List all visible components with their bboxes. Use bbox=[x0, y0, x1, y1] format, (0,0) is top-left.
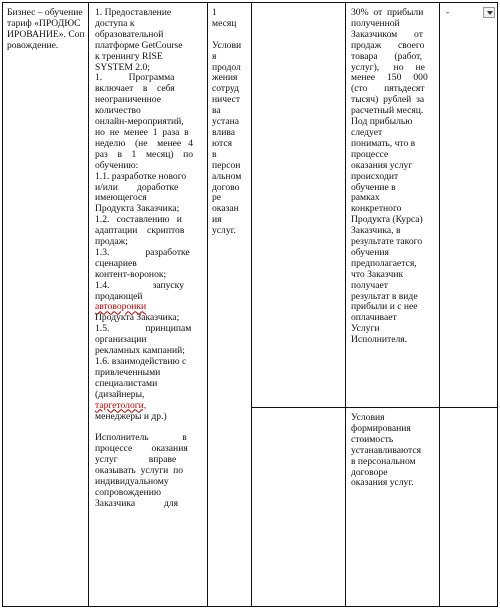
service-price-cell bbox=[351, 8, 435, 346]
description-line: адаптации скриптов bbox=[95, 225, 185, 237]
price-line: процессе bbox=[351, 148, 389, 160]
term-line: догово bbox=[212, 181, 240, 193]
table-border-bottom bbox=[2, 606, 498, 607]
price-line: полученной bbox=[351, 17, 400, 29]
row-divider bbox=[251, 407, 498, 408]
description-line: 1.2. составлению и bbox=[95, 214, 182, 226]
description-line: контент-воронок; bbox=[95, 268, 167, 280]
term-line: сотруд bbox=[212, 83, 239, 95]
price-line: обучение в bbox=[351, 181, 396, 193]
description-line: услуг вправе bbox=[95, 454, 177, 466]
price-line: менее 150 000 bbox=[351, 72, 428, 84]
price-line: оказания услуг bbox=[351, 159, 413, 171]
term-line: ия bbox=[212, 214, 222, 226]
price-line: рамках bbox=[351, 192, 380, 204]
description-line: автоворонки bbox=[95, 301, 147, 313]
description-line: таргетологи, bbox=[95, 399, 147, 411]
description-line: к тренингу RISE bbox=[95, 50, 163, 62]
price-conditions-line: формирования bbox=[351, 422, 411, 434]
price-line: конкретного bbox=[351, 203, 402, 215]
term-line: в bbox=[212, 148, 217, 160]
description-line: привлеченными bbox=[95, 366, 161, 378]
price-line: Заказчиком от bbox=[351, 28, 423, 40]
description-line: рекламных кампаний; bbox=[95, 345, 185, 357]
description-line: организации bbox=[95, 334, 147, 346]
term-line: месяц bbox=[212, 17, 237, 29]
description-line: Продукта Заказчика; bbox=[95, 203, 180, 215]
term-line: влива bbox=[212, 126, 235, 138]
table-border-left bbox=[2, 2, 3, 607]
price-line: обучения bbox=[351, 246, 389, 258]
description-line: продаж; bbox=[95, 236, 128, 248]
price-line: понимать, что в bbox=[351, 137, 416, 149]
service-description-cell bbox=[95, 8, 203, 510]
term-line: услуг. bbox=[212, 225, 236, 237]
price-line: Исполнителя. bbox=[351, 334, 408, 346]
table-border-right bbox=[497, 2, 498, 607]
column-divider-1 bbox=[88, 2, 89, 607]
price-line: прибыли и с нее bbox=[351, 301, 418, 313]
price-line: тысяч) рублей за bbox=[351, 94, 425, 106]
description-line: продающей bbox=[95, 290, 143, 302]
price-line: получает bbox=[351, 279, 388, 291]
price-line: следует bbox=[351, 126, 383, 138]
description-line: платформе GetCourse bbox=[95, 39, 183, 51]
notes-text: - bbox=[446, 7, 450, 18]
column-divider-2 bbox=[207, 2, 208, 607]
notes-cell bbox=[446, 8, 476, 19]
price-line: предполагается, bbox=[351, 257, 417, 269]
price-line: Услуги bbox=[351, 323, 380, 335]
term-line: ва bbox=[212, 105, 221, 117]
description-line: обучению: bbox=[95, 159, 139, 171]
column-divider-4 bbox=[345, 2, 346, 607]
term-line: ре bbox=[212, 192, 222, 204]
price-line: результате такого bbox=[351, 236, 423, 248]
price-line: Под прибылью bbox=[351, 116, 413, 128]
term-line: Услови bbox=[212, 39, 242, 51]
term-line: оказан bbox=[212, 203, 239, 215]
service-name-cell bbox=[7, 8, 85, 52]
term-line: ются bbox=[212, 137, 233, 149]
price-line: Заказчика, в bbox=[351, 225, 401, 237]
table-border-top bbox=[2, 2, 498, 3]
description-line: онлайн-мероприятий, bbox=[95, 116, 184, 128]
description-line: Продукта Заказчика; bbox=[95, 312, 180, 324]
description-line: оказывать услуги по bbox=[95, 465, 184, 477]
price-line: 30% от прибыли bbox=[351, 7, 424, 18]
description-line: индивидуальному bbox=[95, 475, 169, 487]
price-line: результат в виде bbox=[351, 290, 418, 302]
price-line: расчетный месяц. bbox=[351, 105, 424, 117]
description-line: имеющегося bbox=[95, 192, 147, 204]
price-conditions-line: в персональном bbox=[351, 455, 416, 467]
description-line: сопровождению bbox=[95, 486, 162, 498]
price-line: Продукта (Курса) bbox=[351, 214, 423, 226]
term-line: устана bbox=[212, 116, 240, 128]
price-conditions-line: договоре bbox=[351, 466, 388, 478]
description-line: но не менее 1 раза в bbox=[95, 126, 189, 138]
column-divider-3 bbox=[251, 2, 252, 607]
description-line: 1. Программа bbox=[95, 72, 175, 84]
description-line: доступа к bbox=[95, 17, 135, 29]
price-conditions-line: устанавливаются bbox=[351, 444, 422, 456]
description-line: 1.5. принципам bbox=[95, 323, 192, 335]
description-line: количество bbox=[95, 105, 141, 117]
description-line: Заказчика для bbox=[95, 497, 179, 509]
description-line: сценариев bbox=[95, 257, 137, 269]
term-line: ничест bbox=[212, 94, 241, 106]
price-line: что Заказчик bbox=[351, 268, 404, 280]
price-conditions-line: оказания услуг. bbox=[351, 477, 414, 489]
description-line: (дизайнеры, bbox=[95, 388, 145, 400]
price-line: оплачивает bbox=[351, 312, 397, 324]
price-line: услуг), но не bbox=[351, 61, 425, 73]
service-name-text: Бизнес – обучение тариф «ПРОДЮСИРОВАНИЕ». Сопровождение. bbox=[7, 7, 85, 51]
description-line: 1.6. взаимодействию с bbox=[95, 356, 187, 367]
description-line: специалистами bbox=[95, 377, 158, 389]
description-line: раз в 1 месяц) по bbox=[95, 148, 194, 160]
description-line: 1.1. разработке нового bbox=[95, 170, 187, 182]
description-line: процессе оказания bbox=[95, 443, 188, 455]
term-line: жения bbox=[212, 72, 238, 84]
price-line: (сто пятьдесят bbox=[351, 83, 425, 95]
term-line: альном bbox=[212, 170, 242, 182]
price-conditions-cell bbox=[351, 413, 435, 489]
service-term-cell bbox=[212, 8, 250, 237]
term-line: 1 bbox=[212, 7, 217, 18]
price-conditions-line: стоимость bbox=[351, 433, 394, 445]
price-line: продаж своего bbox=[351, 39, 425, 51]
term-line: я bbox=[212, 50, 217, 62]
description-line: 1.4. запуску bbox=[95, 279, 184, 291]
term-line: персон bbox=[212, 159, 241, 171]
description-line: образовательной bbox=[95, 28, 164, 40]
column-divider-5 bbox=[439, 2, 440, 607]
description-line: включает в себя bbox=[95, 83, 175, 95]
description-line: Исполнитель в bbox=[95, 432, 187, 444]
description-line: SYSTEM 2.0; bbox=[95, 61, 150, 73]
description-line: 1.3. разработке bbox=[95, 246, 190, 258]
description-line: 1. Предоставление bbox=[95, 7, 172, 18]
description-line: и/или доработке bbox=[95, 181, 179, 193]
price-line: товара (работ, bbox=[351, 50, 423, 62]
description-line: менеджеры и др.) bbox=[95, 410, 167, 422]
description-line: неделю (не менее 4 bbox=[95, 137, 194, 149]
term-line: продол bbox=[212, 61, 241, 73]
price-conditions-line: Условия bbox=[351, 412, 385, 423]
description-line: неограниченное bbox=[95, 94, 161, 106]
price-line: происходит bbox=[351, 170, 399, 182]
dropdown-arrow-button[interactable] bbox=[483, 7, 495, 18]
